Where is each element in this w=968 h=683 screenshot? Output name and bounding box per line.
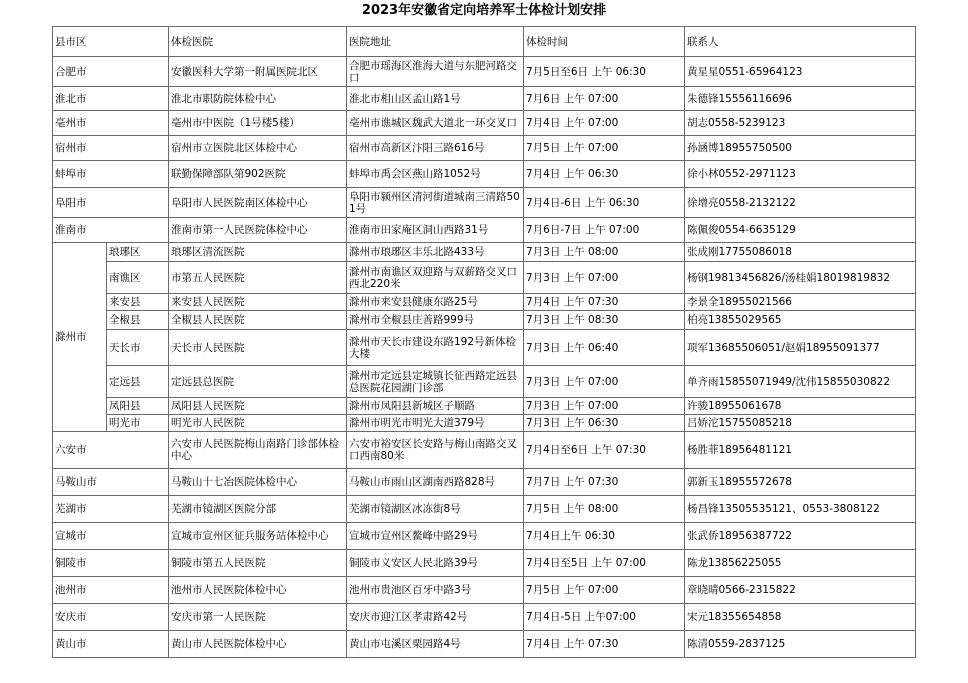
address-cell: 铜陵市义安区人民北路39号 [347,550,524,577]
contact-cell: 许骏18955061678 [685,398,916,415]
time-cell: 7月4日至6日 上午 07:30 [524,432,685,469]
contact-cell: 张武侨18956387722 [685,523,916,550]
address-cell: 滁州市来安县健康东路25号 [347,294,524,311]
hospital-cell: 六安市人民医院梅山南路门诊部体检中心 [169,432,347,469]
county-cell: 宣城市 [53,523,169,550]
page-title: 2023年安徽省定向培养军士体检计划安排 [361,3,607,18]
contact-cell: 章晓晴0566-2315822 [685,577,916,604]
hospital-cell: 淮北市职防院体检中心 [169,87,347,111]
contact-cell: 项军13685506051/赵娟18955091377 [685,330,916,366]
hospital-cell: 来安县人民医院 [169,294,347,311]
contact-cell: 陈龙13856225055 [685,550,916,577]
header-address: 医院地址 [347,27,524,57]
time-cell: 7月4日 上午 06:30 [524,161,685,188]
hospital-cell: 黄山市人民医院体检中心 [169,631,347,658]
address-cell: 淮南市田家庵区洞山西路31号 [347,218,524,243]
hospital-cell: 市第五人民医院 [169,262,347,294]
county-cell: 安庆市 [53,604,169,631]
address-cell: 宣城市宣州区鳌峰中路29号 [347,523,524,550]
table-row [53,218,916,243]
district-cell: 定远县 [107,366,169,398]
county-cell: 合肥市 [53,57,169,87]
county-cell: 淮北市 [53,87,169,111]
contact-cell: 杨昌锋13505535121、0553-3808122 [685,496,916,523]
contact-cell: 孙涵博18955750500 [685,136,916,161]
table-row [53,330,916,366]
table-row [53,188,916,218]
time-cell: 7月7日 上午 07:30 [524,469,685,496]
time-cell: 7月3日 上午 07:00 [524,398,685,415]
time-cell: 7月5日 上午 07:00 [524,136,685,161]
contact-cell: 徐小林0552-2971123 [685,161,916,188]
time-cell: 7月3日 上午 06:30 [524,415,685,432]
contact-cell: 胡志0558-5239123 [685,111,916,136]
county-cell: 宿州市 [53,136,169,161]
address-cell: 安庆市迎江区孝肃路42号 [347,604,524,631]
table-row [53,523,916,550]
district-cell: 琅琊区 [107,243,169,262]
address-cell: 滁州市天长市建设东路192号新体检大楼 [347,330,524,366]
county-cell: 铜陵市 [53,550,169,577]
address-cell: 滁州市全椒县庄善路999号 [347,311,524,330]
hospital-cell: 芜湖市镜湖区医院分部 [169,496,347,523]
contact-cell: 张成刚17755086018 [685,243,916,262]
hospital-cell: 宿州市立医院北区体检中心 [169,136,347,161]
county-cell: 阜阳市 [53,188,169,218]
address-cell: 六安市裕安区长安路与梅山南路交叉口西南80米 [347,432,524,469]
county-cell: 池州市 [53,577,169,604]
table-row [53,415,916,432]
hospital-cell: 琅琊区清流医院 [169,243,347,262]
time-cell: 7月4日至5日 上午 07:00 [524,550,685,577]
time-cell: 7月4日 上午 07:30 [524,631,685,658]
header-contact: 联系人 [685,27,916,57]
hospital-cell: 安徽医科大学第一附属医院北区 [169,57,347,87]
hospital-cell: 淮南市第一人民医院体检中心 [169,218,347,243]
address-cell: 滁州市琅琊区丰乐北路433号 [347,243,524,262]
contact-cell: 宋元18355654858 [685,604,916,631]
address-cell: 滁州市定远县定城镇长征西路定远县总医院花园湖门诊部 [347,366,524,398]
address-cell: 滁州市南谯区双迎路与双薪路交叉口西北220米 [347,262,524,294]
county-cell: 马鞍山市 [53,469,169,496]
table-row [53,57,916,87]
county-cell: 芜湖市 [53,496,169,523]
address-cell: 宿州市高新区汴阳三路616号 [347,136,524,161]
district-cell: 全椒县 [107,311,169,330]
contact-cell: 陈清0559-2837125 [685,631,916,658]
time-cell: 7月4日-5日 上午07:00 [524,604,685,631]
table-row [53,243,916,262]
table-row [53,432,916,469]
hospital-cell: 定远县总医院 [169,366,347,398]
county-cell: 六安市 [53,432,169,469]
contact-cell: 柏亮13855029565 [685,311,916,330]
contact-cell: 朱德锋15556116696 [685,87,916,111]
contact-cell: 单齐雨15855071949/沈伟15855030822 [685,366,916,398]
address-cell: 亳州市谯城区魏武大道北一环交叉口 [347,111,524,136]
address-cell: 黄山市屯溪区栗园路4号 [347,631,524,658]
table-row [53,87,916,111]
table-row [53,311,916,330]
time-cell: 7月5日 上午 08:00 [524,496,685,523]
county-cell: 蚌埠市 [53,161,169,188]
time-cell: 7月3日 上午 06:40 [524,330,685,366]
contact-cell: 吕娇沱15755085218 [685,415,916,432]
contact-cell: 杨胜菲18956481121 [685,432,916,469]
table-row [53,161,916,188]
table-row [53,550,916,577]
county-cell: 黄山市 [53,631,169,658]
hospital-cell: 凤阳县人民医院 [169,398,347,415]
time-cell: 7月5日至6日 上午 06:30 [524,57,685,87]
address-cell: 合肥市瑶海区淮海大道与东肥河路交口 [347,57,524,87]
address-cell: 滁州市凤阳县新城区子顺路 [347,398,524,415]
time-cell: 7月4日-6日 上午 06:30 [524,188,685,218]
table-row [53,469,916,496]
table-row [53,294,916,311]
contact-cell: 郭新玉18955572678 [685,469,916,496]
hospital-cell: 铜陵市第五人民医院 [169,550,347,577]
header-county: 县市区 [53,27,169,57]
address-cell: 池州市贵池区百牙中路3号 [347,577,524,604]
table-row [53,262,916,294]
hospital-cell: 明光市人民医院 [169,415,347,432]
contact-cell: 李景全18955021566 [685,294,916,311]
table-row [53,577,916,604]
county-cell-chuzhou: 滁州市 [53,243,107,432]
table-row [53,496,916,523]
hospital-cell: 池州市人民医院体检中心 [169,577,347,604]
district-cell: 天长市 [107,330,169,366]
contact-cell: 陈佩俊0554-6635129 [685,218,916,243]
time-cell: 7月6日-7日 上午 07:00 [524,218,685,243]
time-cell: 7月4日 上午 07:30 [524,294,685,311]
address-cell: 阜阳市颍州区清河街道城南三清路501号 [347,188,524,218]
header-time: 体检时间 [524,27,685,57]
time-cell: 7月5日 上午 07:00 [524,577,685,604]
exam-schedule-table [52,26,916,658]
district-cell: 凤阳县 [107,398,169,415]
hospital-cell: 马鞍山十七冶医院体检中心 [169,469,347,496]
hospital-cell: 亳州市中医院（1号楼5楼） [169,111,347,136]
address-cell: 淮北市相山区孟山路1号 [347,87,524,111]
time-cell: 7月3日 上午 08:00 [524,243,685,262]
table-row [53,631,916,658]
address-cell: 蚌埠市禹会区燕山路1052号 [347,161,524,188]
contact-cell: 徐增亮0558-2132122 [685,188,916,218]
contact-cell: 杨钢19813456826/汤桂娟18019819832 [685,262,916,294]
hospital-cell: 全椒县人民医院 [169,311,347,330]
time-cell: 7月3日 上午 08:30 [524,311,685,330]
hospital-cell: 宣城市宣州区征兵服务站体检中心 [169,523,347,550]
district-cell: 南谯区 [107,262,169,294]
address-cell: 马鞍山市雨山区湖南西路828号 [347,469,524,496]
hospital-cell: 阜阳市人民医院南区体检中心 [169,188,347,218]
address-cell: 芜湖市镜湖区冰冻街8号 [347,496,524,523]
table-row [53,136,916,161]
contact-cell: 黄星星0551-65964123 [685,57,916,87]
time-cell: 7月3日 上午 07:00 [524,262,685,294]
header-row [53,27,916,57]
district-cell: 明光市 [107,415,169,432]
table-row [53,111,916,136]
hospital-cell: 安庆市第一人民医院 [169,604,347,631]
district-cell: 来安县 [107,294,169,311]
time-cell: 7月4日上午 06:30 [524,523,685,550]
time-cell: 7月4日 上午 07:00 [524,111,685,136]
table-row [53,366,916,398]
county-cell: 亳州市 [53,111,169,136]
address-cell: 滁州市明光市明光大道379号 [347,415,524,432]
header-hospital: 体检医院 [169,27,347,57]
hospital-cell: 联勤保障部队第902医院 [169,161,347,188]
time-cell: 7月6日 上午 07:00 [524,87,685,111]
hospital-cell: 天长市人民医院 [169,330,347,366]
time-cell: 7月3日 上午 07:00 [524,366,685,398]
table-row [53,604,916,631]
county-cell: 淮南市 [53,218,169,243]
table-row [53,398,916,415]
